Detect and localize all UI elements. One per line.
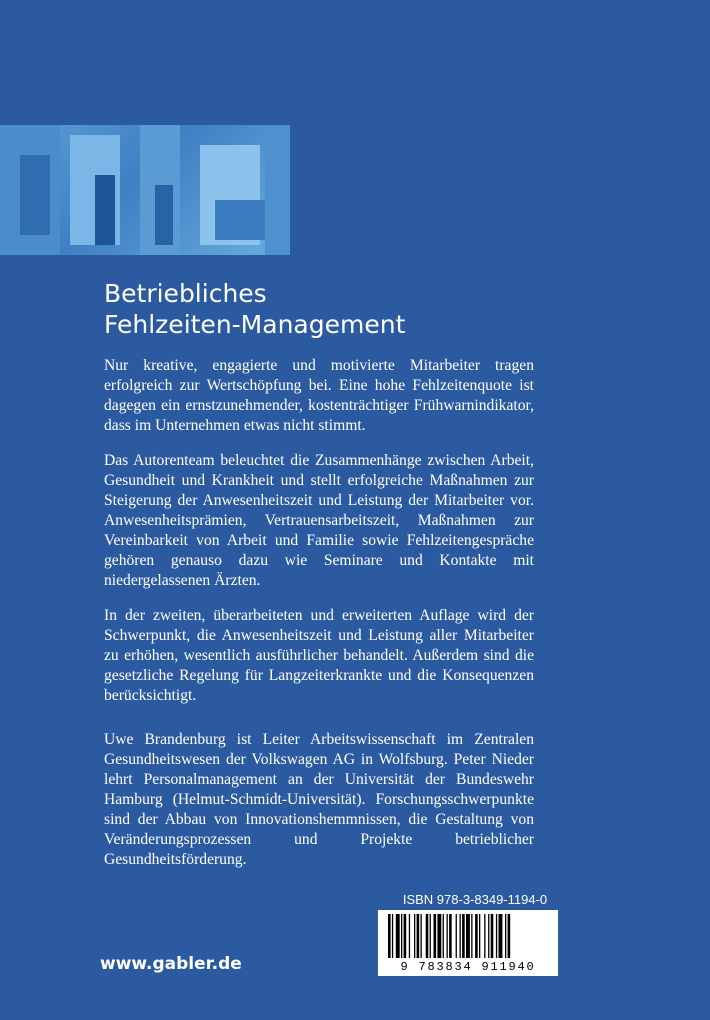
barcode-digits: 9 783834 911940	[400, 960, 536, 974]
barcode-bar	[479, 914, 480, 958]
barcode-bar	[505, 914, 506, 958]
barcode-bar	[426, 914, 429, 958]
barcode-bar	[471, 914, 472, 958]
barcode-bar	[414, 914, 415, 958]
barcode-bar	[443, 914, 444, 958]
blurb-paragraph-1: Nur kreative, engagierte und motivierte Mitarbeiter tragen erfolgreich zur Wertschöpfung bei. Eine hohe Fehlzeitenquote ist dagegen ein ernstzunehmender, kostenträchtiger Frühwarnindikator, dass im Unternehmen etwas nicht stimmt.	[104, 357, 534, 434]
barcode-bar	[434, 914, 437, 958]
barcode-bar	[484, 914, 485, 958]
barcode-bar	[421, 914, 422, 958]
barcode-bar	[437, 914, 441, 958]
barcode-bar	[466, 914, 470, 958]
barcode-bar	[417, 914, 420, 958]
barcode-bar	[496, 914, 497, 958]
barcode-bar	[462, 914, 465, 958]
author-bio: Uwe Brandenburg ist Leiter Arbeitswissenschaft im Zentralen Gesundheitswesen der Volkswagen AG in Wolfsburg. Peter Nieder lehrt Personalmanagement an der Universität der Bundeswehr Hamburg (Helmut-Schmidt-Universität). Forschungsschwerpunkte sind der Abbau von Innovationshemmnissen, die Gestaltung von Veränderungsprozessen und Projekte betrieblicher Gesundheitsförderung.	[104, 731, 534, 868]
book-title	[104, 278, 664, 340]
barcode-bar	[401, 914, 402, 958]
barcode-bar	[449, 914, 452, 958]
book-title-line2: Fehlzeiten-Management	[104, 310, 406, 339]
barcode-bar	[491, 914, 494, 958]
barcode-bar	[409, 914, 410, 958]
barcode-bar	[396, 914, 400, 958]
blurb-paragraph-3: In der zweiten, überarbeiteten und erweiterten Auflage wird der Schwerpunkt, die Anwesenheitszeit und Leistung aller Mitarbeiter zu erhöhen, wesentlich ausführlicher behandelt. Außerdem sind die gesetzliche Regelung für Langzeiterkrankte und die Konsequenzen berücksichtigt.	[104, 607, 534, 704]
barcode	[378, 910, 558, 976]
barcode-bar	[392, 914, 393, 958]
barcode-bar	[447, 914, 448, 958]
cover-photo	[0, 125, 290, 255]
blurb-paragraph-2: Das Autorenteam beleuchtet die Zusammenhänge zwischen Arbeit, Gesundheit und Krankheit und stellt erfolgreiche Maßnahmen zur Steigerung der Anwesenheitszeit und Leistung der Mitarbeiter vor. Anwesenheitsprämien, Vertrauensarbeitszeit, Maßnahmen zur Vereinbarkeit von Arbeit und Familie sowie Fehlzeitengespräche gehören genauso dazu wie Seminare und Kontakte mit niedergelassenen Ärzten.	[104, 452, 534, 589]
barcode-bar	[499, 914, 503, 958]
barcode-bar	[460, 914, 461, 958]
barcode-bar	[404, 914, 407, 958]
barcode-bar	[508, 914, 511, 958]
barcode-bar	[456, 914, 457, 958]
barcode-bar	[388, 914, 391, 958]
barcode-bar	[430, 914, 431, 958]
publisher-website: www.gabler.de	[100, 954, 242, 974]
book-title-line1: Betriebliches	[104, 279, 267, 308]
barcode-bars	[384, 914, 552, 960]
back-cover-blurb	[104, 356, 534, 885]
isbn-label: ISBN 978-3-8349-1194-0	[402, 892, 548, 907]
barcode-bar	[475, 914, 478, 958]
barcode-bar	[488, 914, 489, 958]
